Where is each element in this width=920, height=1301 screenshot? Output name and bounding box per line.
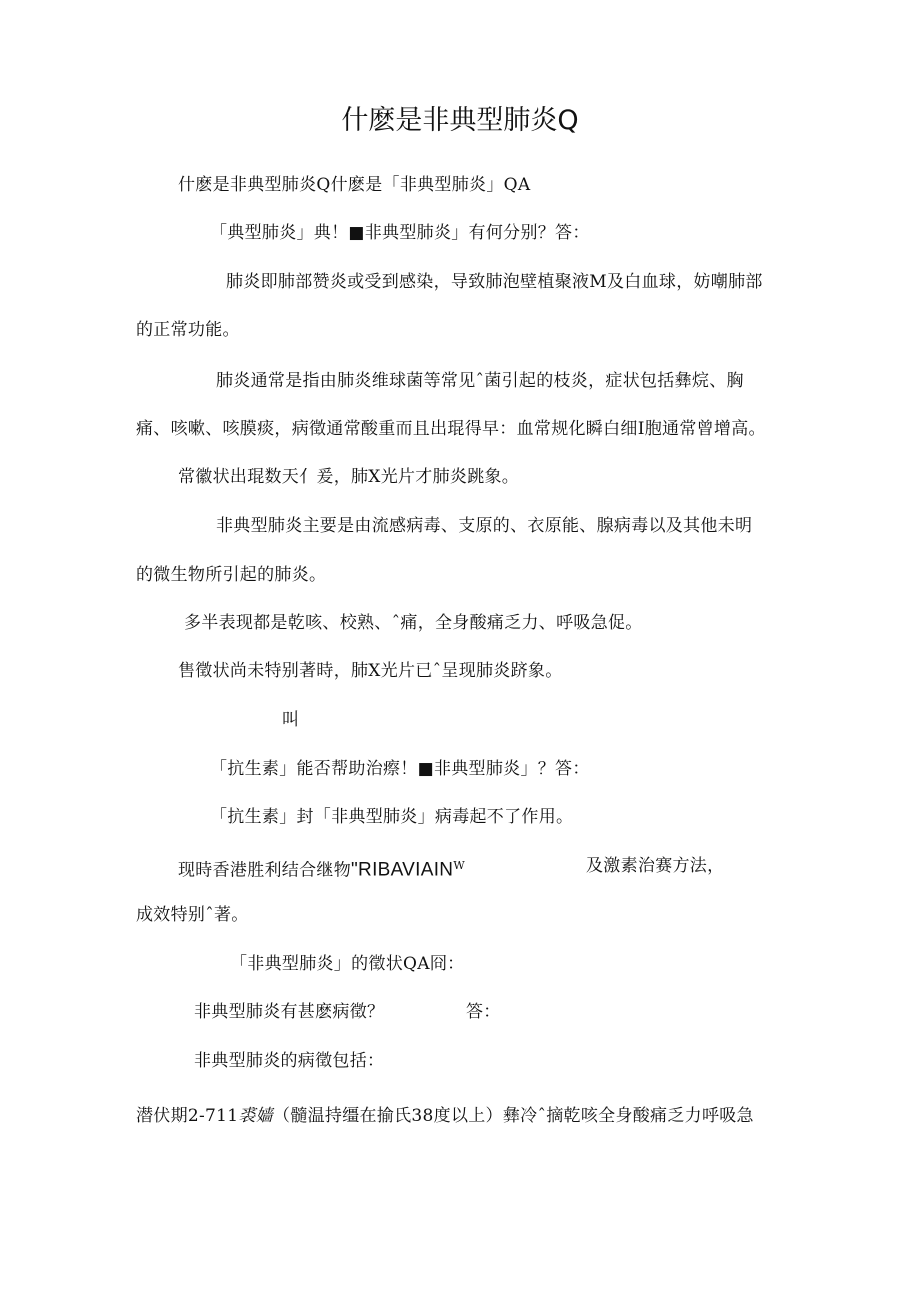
symptom-list-text: （髓温持缰在揄氏38度以上）彝冷ˆ摘乾咳全身酸痛乏力呼吸急 xyxy=(273,1106,754,1126)
paragraph-line: 的微生物所引起的肺炎。 xyxy=(136,565,327,585)
italic-fragment: 裘嫱 xyxy=(238,1106,274,1126)
page-title: 什麽是非典型肺炎Q xyxy=(341,105,579,136)
treatment-text: 现時香港胜利结合继物 xyxy=(178,860,351,881)
symptoms-line xyxy=(136,1105,754,1127)
paragraph-line: 痛、咳嗽、咳膜痰，病徵通常酸重而且出琨得早：血常规化瞬白细Ⅰ胞通常曾增高。 xyxy=(136,419,766,439)
paragraph-line: 「抗生素」封「非典型肺炎」病毒起不了作用。 xyxy=(210,807,574,827)
section-heading: 「非典型肺炎」的徵状QA冏： xyxy=(230,954,465,974)
paragraph-line: 的正常功能。 xyxy=(136,320,240,340)
paragraph-line: 肺炎即肺部赞炎或受到感染，导致肺泡壁植聚液M及白血球，妨嘲肺部 xyxy=(226,272,763,292)
question-heading-3: 非典型肺炎有甚麽病徵？ xyxy=(194,1002,385,1022)
question-heading-2: 「抗生素」能否帮助治瘵！■非典型肺炎」？答： xyxy=(210,759,590,779)
stray-character: 叫 xyxy=(282,710,300,730)
answer-label: 答： xyxy=(466,1002,501,1022)
paragraph-line: 多半表现都是乾咳、校熟、ˆ痛，全身酸痛乏力、呼吸急促。 xyxy=(184,613,643,633)
incubation-text: 潜伏期2-711 xyxy=(136,1106,239,1126)
paragraph-line xyxy=(178,855,465,882)
paragraph-line: 非典型肺炎主要是由流感病毒、支原的、衣原能、腺病毒以及其他未明 xyxy=(216,516,753,536)
question-heading-1: 「典型肺炎」典！■非典型肺炎」有何分别？答： xyxy=(210,223,590,243)
paragraph-line: 非典型肺炎的病徵包括： xyxy=(194,1051,385,1071)
drug-superscript: W xyxy=(453,859,465,872)
drug-name: "RIBAVIAIN xyxy=(351,859,454,881)
intro-line: 什麽是非典型肺炎Q什麽是「非典型肺炎」QA xyxy=(178,175,531,195)
treatment-method-text: 及激素治赛方法， xyxy=(586,856,725,876)
paragraph-line: 成效特别ˆ著。 xyxy=(136,905,249,925)
paragraph-line: 常徽状出琨数天亻爰，肺X光片才肺炎跳象。 xyxy=(178,467,520,487)
paragraph-line: 售徵状尚未特别著時，肺X光片已ˆ呈现肺炎跻象。 xyxy=(178,661,563,681)
paragraph-line: 肺炎通常是指由肺炎维球菌等常见ˆ菌引起的枝炎，症状包括彝烷、胸 xyxy=(216,371,744,391)
